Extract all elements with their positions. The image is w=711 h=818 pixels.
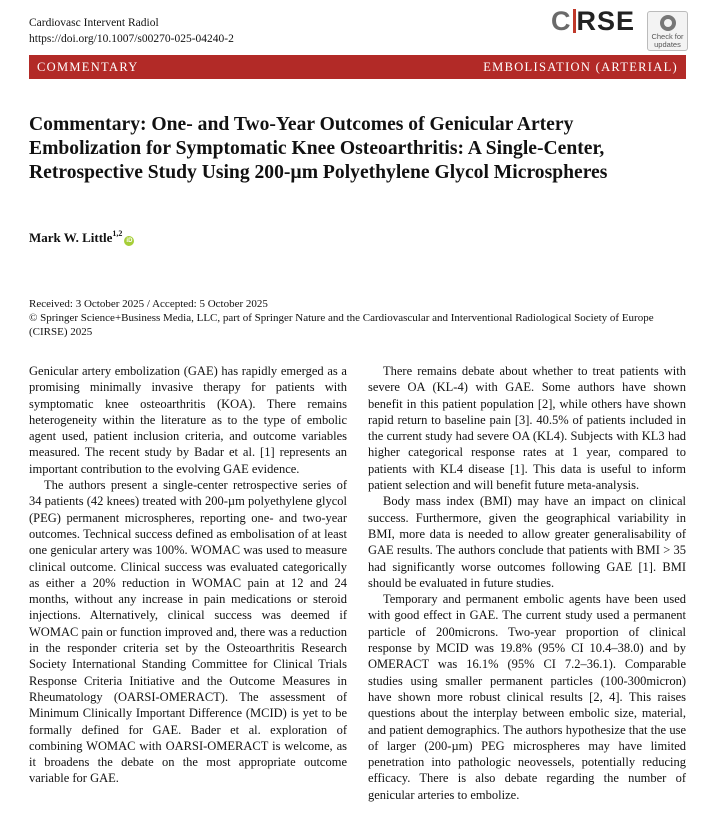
received-dates: Received: 3 October 2025 / Accepted: 5 October 2025 — [29, 298, 268, 310]
orcid-icon[interactable]: iD — [126, 238, 133, 244]
section-banner — [29, 55, 686, 79]
copyright: © Springer Science+Business Media, LLC, part of Springer Nature and the Cardiovascular and Interventional Radiological Society of Europe (CIRSE) 2025 — [29, 312, 654, 338]
author-affiliation: 1,2 — [112, 229, 123, 238]
subject-label: EMBOLISATION (ARTERIAL) — [483, 59, 678, 74]
journal-name: Cardiovasc Intervent Radiol — [29, 17, 159, 29]
body-right-column — [368, 363, 686, 803]
paragraph: Temporary and permanent embolic agents have been used with good effect in GAE. The current study used a permanent particle of 200microns. Two-year proportion of clinical response by MCID was 19.8% (95% CI 10.4–38.0) and by OMERACT was 16.1% (95% CI 7.2–36.1). Comparable studies using smaller permanent particles (100-300micron) have shown more robust clinical results [2, 4]. This raises questions about the interplay between embolic size, material, and patient demographics. The authors hypothesize that the use of larger (200-µm) PEG microspheres may have limited penetration into pathologic neovessels, potentially reducing efficacy. There is also debate regarding the number of genicular arteries to embolize. — [368, 592, 686, 802]
article-type-label: COMMENTARY — [37, 59, 139, 74]
update-icon — [660, 15, 676, 31]
logo-bar-icon — [573, 9, 576, 33]
journal-info — [29, 15, 234, 47]
article-meta — [29, 297, 689, 339]
doi-link[interactable]: https://doi.org/10.1007/s00270-025-04240-2 — [29, 33, 234, 45]
article-title: Commentary: One- and Two-Year Outcomes of Genicular Artery Embolization for Symptomatic Knee Osteoarthritis: A Single-Center, Retrospective Study Using 200-µm Polyethylene Glycol Microspheres — [29, 114, 608, 183]
paragraph: Body mass index (BMI) may have an impact on clinical success. Furthermore, given the geographical variability in BMI, more data is needed to allow greater generalisability of GAE results. The authors conclude that patients with BMI > 35 had significantly worse outcomes following GAE [1]. BMI should be evaluated in future studies. — [368, 494, 686, 590]
body-left-column — [29, 363, 347, 787]
paragraph: There remains debate about whether to treat patients with severe OA (KL-4) with GAE. Some authors have shown benefit in this patient population [2], while others have shown rapid return to baseline pain [3]. 40.5% of patients included in the current study had severe OA (KL4). Subjects with KL3 had higher categorical response rates at 1 year, compared to patients with KL4 disease [1]. This data is useful to inform patient selection and will benefit future meta-analysis. — [368, 364, 686, 493]
check-for-updates-badge[interactable]: Check for updates — [647, 11, 688, 51]
author-name[interactable]: Mark W. Little — [29, 230, 113, 245]
paragraph: Genicular artery embolization (GAE) has rapidly emerged as a promising minimally invasive therapy for patients with symptomatic knee osteoarthritis (KOA). There remains heterogeneity within the literature as to the type of embolic agent used, patient inclusion criteria, and outcome variables measured. The recent study by Badar et al. [1] represents an important contribution to the evolving GAE evidence. — [29, 364, 347, 476]
paragraph: The authors present a single-center retrospective series of 34 patients (42 knees) treated with 200-µm polyethylene glycol (PEG) permanent microspheres, reporting one- and two-year outcomes. Technical success defined as embolisation of at least one genicular artery was 100%. WOMAC was used to measure clinical outcome. Clinical success was evaluated categorically as either a 20% reduction in WOMAC pain at 12 and 24 months, without any increase in pain medications or steroid injections. Alternatively, clinical success was deemed if WOMAC pain or function improved and, there was a reduction in the responder criteria set by the Osteoarthritis Research Society International Standing Committee for Clinical Trials Response Criteria Initiative and the Outcome Measures in Rheumatology (OARSI-OMERACT). The assessment of Minimum Clinically Important Difference (MCID) is yet to be formally defined for GAE. Bader et al. exploration of combining WOMAC with OARSI-OMERACT is welcome, as it broadens the debate on the most appropriate outcome variable for GAE. — [29, 478, 347, 786]
cirse-logo: C RSE — [551, 6, 636, 36]
author-line — [29, 229, 134, 246]
